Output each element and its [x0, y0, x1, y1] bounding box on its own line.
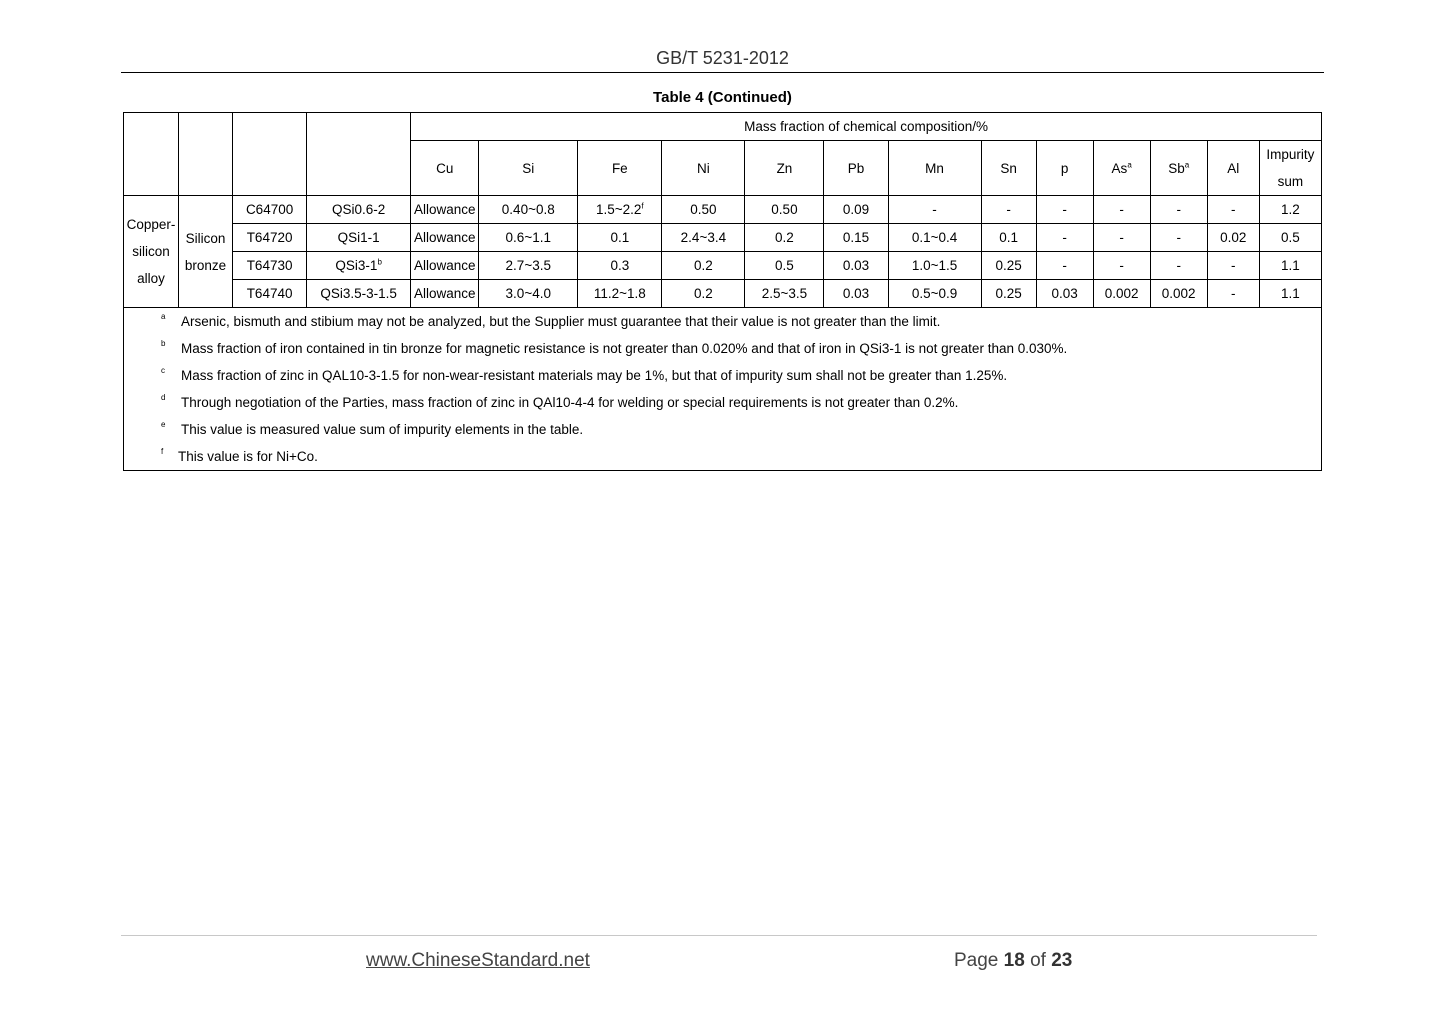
cell-ni: 0.2	[662, 280, 745, 308]
cell-cu: Allowance	[411, 252, 479, 280]
cell-impurity: 1.1	[1259, 280, 1321, 308]
column-header-cu: Cu	[411, 141, 479, 196]
cell-sn: -	[981, 196, 1036, 224]
cell-code: C64700	[233, 196, 307, 224]
cell-fe: 11.2~1.8	[578, 280, 662, 308]
table-header-row-group	[124, 113, 1322, 141]
cell-pb: 0.09	[824, 196, 888, 224]
cell-as: -	[1093, 196, 1150, 224]
table-row	[124, 252, 1322, 280]
header-blank-cell	[124, 113, 179, 196]
footnote-marker: e	[161, 420, 166, 429]
cell-sb: -	[1150, 224, 1207, 252]
document-standard-code: GB/T 5231-2012	[656, 48, 789, 68]
cell-al: -	[1207, 280, 1259, 308]
footnote	[124, 308, 1321, 335]
column-header-pb: Pb	[824, 141, 888, 196]
cell-al: 0.02	[1207, 224, 1259, 252]
cell-al: -	[1207, 196, 1259, 224]
footnote-marker: b	[377, 257, 382, 267]
table-row	[124, 224, 1322, 252]
table-notes	[124, 308, 1322, 471]
column-header-as-label: As	[1111, 160, 1128, 176]
column-header-sb-label: Sb	[1168, 160, 1185, 176]
table-row	[124, 280, 1322, 308]
category-line: silicon	[132, 244, 170, 259]
cell-as: -	[1093, 224, 1150, 252]
column-header-impurity-line2: sum	[1277, 174, 1304, 189]
footnote-text: Mass fraction of zinc in QAL10-3-1.5 for non-wear-resistant materials may be 1%, but that of impurity sum shall not be greater than 1.25%.	[181, 368, 1008, 383]
footnote-text: This value is measured value sum of impurity elements in the table.	[181, 422, 584, 437]
cell-fe-value: 1.5~2.2	[596, 202, 642, 217]
footer-divider	[121, 935, 1317, 936]
footnote-marker: a	[1127, 160, 1132, 169]
column-header-p: p	[1036, 141, 1093, 196]
cell-grade: QSi1-1	[307, 224, 411, 252]
footnote	[124, 443, 1321, 470]
category-cell	[124, 196, 179, 308]
footnote-marker: a	[161, 312, 166, 321]
header-blank-cell	[179, 113, 233, 196]
footnote-marker: f	[641, 201, 644, 211]
table-notes-row	[124, 308, 1322, 471]
column-header-mn: Mn	[888, 141, 981, 196]
cell-pb: 0.15	[824, 224, 888, 252]
cell-sb: 0.002	[1150, 280, 1207, 308]
footnote	[124, 416, 1321, 443]
cell-sn: 0.1	[981, 224, 1036, 252]
footnote-marker: b	[161, 339, 166, 348]
cell-impurity: 1.2	[1259, 196, 1321, 224]
cell-mn: 0.5~0.9	[888, 280, 981, 308]
header-blank-cell	[307, 113, 411, 196]
cell-as: 0.002	[1093, 280, 1150, 308]
cell-si: 0.6~1.1	[479, 224, 578, 252]
column-header-impurity-line1: Impurity	[1266, 147, 1315, 162]
footnote-text: Arsenic, bismuth and stibium may not be analyzed, but the Supplier must guarantee that their value is not greater than the limit.	[181, 314, 941, 329]
cell-grade	[307, 252, 411, 280]
cell-fe	[578, 196, 662, 224]
subcategory-cell	[179, 196, 233, 308]
cell-fe: 0.1	[578, 224, 662, 252]
page-indicator	[954, 950, 1072, 972]
cell-sn: 0.25	[981, 280, 1036, 308]
website-link[interactable]: www.ChineseStandard.net	[366, 950, 590, 971]
footnote	[124, 389, 1321, 416]
cell-code: T64740	[233, 280, 307, 308]
cell-cu: Allowance	[411, 280, 479, 308]
table-row	[124, 196, 1322, 224]
cell-grade: QSi3.5-3-1.5	[307, 280, 411, 308]
group-header-mass-fraction: Mass fraction of chemical composition/%	[411, 113, 1322, 141]
page-total: 23	[1051, 950, 1073, 971]
composition-table	[123, 112, 1322, 471]
category-line: alloy	[137, 271, 165, 286]
footnote-marker: f	[161, 447, 164, 456]
cell-sb: -	[1150, 196, 1207, 224]
cell-mn: 0.1~0.4	[888, 224, 981, 252]
cell-impurity: 1.1	[1259, 252, 1321, 280]
cell-p: -	[1036, 196, 1093, 224]
footnote	[124, 335, 1321, 362]
cell-al: -	[1207, 252, 1259, 280]
footnote-marker: c	[161, 366, 165, 375]
cell-p: -	[1036, 252, 1093, 280]
column-header-ni: Ni	[662, 141, 745, 196]
cell-si: 0.40~0.8	[479, 196, 578, 224]
column-header-sn: Sn	[981, 141, 1036, 196]
cell-as: -	[1093, 252, 1150, 280]
subcategory-line: bronze	[184, 257, 227, 273]
cell-pb: 0.03	[824, 252, 888, 280]
cell-p: 0.03	[1036, 280, 1093, 308]
cell-zn: 2.5~3.5	[745, 280, 824, 308]
footnote	[124, 362, 1321, 389]
footnote-text: Through negotiation of the Parties, mass fraction of zinc in QAl10-4-4 for welding or special requirements is not greater than 0.2%.	[181, 395, 959, 410]
header-divider	[121, 72, 1324, 73]
cell-zn: 0.50	[745, 196, 824, 224]
cell-fe: 0.3	[578, 252, 662, 280]
cell-zn: 0.2	[745, 224, 824, 252]
cell-zn: 0.5	[745, 252, 824, 280]
column-header-si: Si	[479, 141, 578, 196]
column-header-al: Al	[1207, 141, 1259, 196]
cell-grade-value: QSi3-1	[335, 258, 378, 273]
cell-mn: 1.0~1.5	[888, 252, 981, 280]
header-blank-cell	[233, 113, 307, 196]
page-current: 18	[1003, 950, 1025, 971]
footnote-marker: a	[1184, 160, 1190, 169]
cell-si: 3.0~4.0	[479, 280, 578, 308]
footnote-marker: d	[161, 393, 166, 402]
page-prefix: Page	[954, 950, 999, 971]
cell-grade: QSi0.6-2	[307, 196, 411, 224]
cell-si: 2.7~3.5	[479, 252, 578, 280]
cell-sb: -	[1150, 252, 1207, 280]
cell-ni: 0.50	[662, 196, 745, 224]
footnote-text: Mass fraction of iron contained in tin bronze for magnetic resistance is not greater than 0.020% and that of iron in QSi3-1 is not greater than 0.030%.	[181, 341, 1068, 356]
cell-p: -	[1036, 224, 1093, 252]
column-header-impurity-sum	[1259, 141, 1321, 196]
cell-pb: 0.03	[824, 280, 888, 308]
table-caption: Table 4 (Continued)	[653, 89, 792, 106]
cell-mn: -	[888, 196, 981, 224]
column-header-zn: Zn	[745, 141, 824, 196]
cell-cu: Allowance	[411, 196, 479, 224]
cell-code: T64730	[233, 252, 307, 280]
subcategory-line: Silicon	[185, 230, 226, 246]
cell-ni: 0.2	[662, 252, 745, 280]
column-header-sb	[1150, 141, 1207, 196]
column-header-as	[1093, 141, 1150, 196]
cell-impurity: 0.5	[1259, 224, 1321, 252]
cell-cu: Allowance	[411, 224, 479, 252]
category-line: Copper-	[126, 217, 176, 232]
cell-sn: 0.25	[981, 252, 1036, 280]
page-of: of	[1030, 950, 1046, 971]
cell-code: T64720	[233, 224, 307, 252]
footnote-text: This value is for Ni+Co.	[178, 449, 318, 464]
column-header-fe: Fe	[578, 141, 662, 196]
cell-ni: 2.4~3.4	[662, 224, 745, 252]
